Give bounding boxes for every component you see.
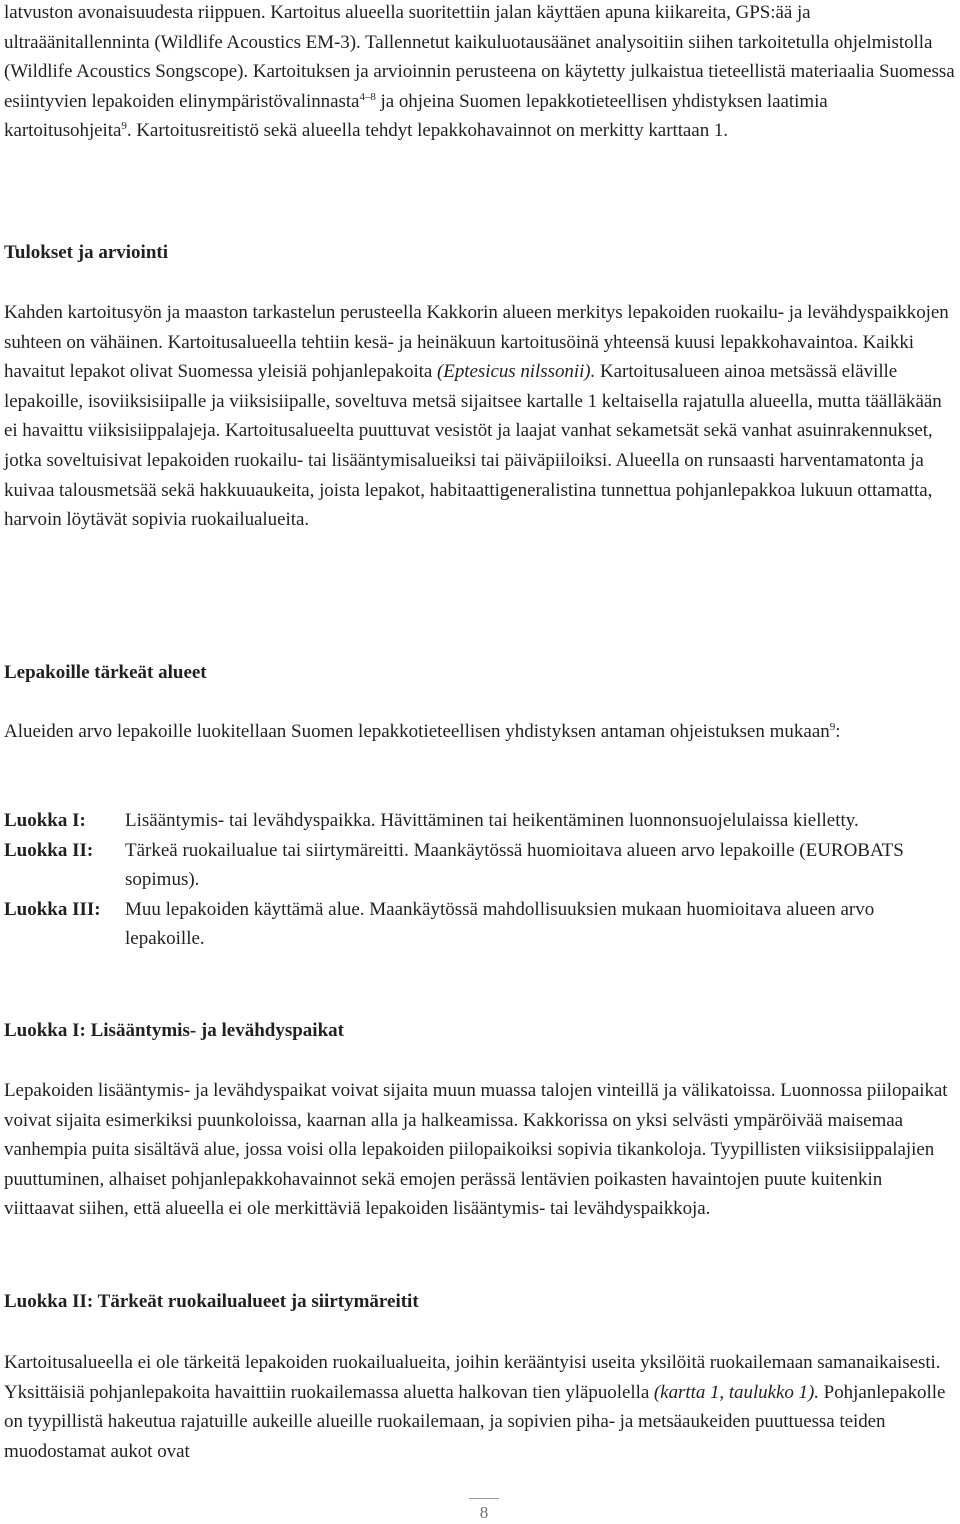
intro-text-2: ja ohjeina Suomen lepakkotieteellisen yhdistyksen laatimia kartoitusohjeita [4, 90, 828, 142]
intro-text-3: . Kartoitusreitistö sekä alueella tehdyt lepakkohavainnot on merkitty karttaan 1. [126, 120, 728, 142]
class-row-2 [4, 836, 956, 895]
class-row-1 [4, 806, 956, 836]
map-reference: (kartta 1, taulukko 1). [653, 1381, 819, 1403]
intro-text-1: latvuston avonaisuudesta riippuen. Kartoitus alueella suoritettiin jalan käyttäen apuna kiikareita, GPS:ää ja ultraäänitallenninta (Wildlife Acoustics EM-3). Tallennetut kaikuluotausäänet analysoitiin siihen tarkoitetulla ohjelmistolla (Wildlife Acoustics Songscope). Kartoituksen ja arvioinnin perusteena on käytetty julkaistua tieteellistä materiaalia Suomessa esiintyvien lepakoiden elinympäristövalinnasta [4, 2, 955, 112]
paragraph-luokka-1: Lepakoiden lisääntymis- ja levähdyspaikat voivat sijaita muun muassa talojen vinteillä ja välikatoissa. Luonnossa piilopaikat voivat sijaita esimerkiksi puunkoloissa, kaarnan alla ja halkeamissa. Kakkorissa on yksi selvästi ympäröivää maisemaa vanhempia puita sisältävä alue, jossa voisi olla lepakoiden piilopaikoiksi sopivia tikankoloja. Tyypillisten viiksisiippalajien puuttuminen, alhaiset pohjanlepakkohavainnot sekä emojen perässä lentävien poikasten havaintojen puute kuitenkin viittaavat siihen, että alueella ei ole merkittäviä lepakoiden lisääntymis- tai levähdyspaikkoja. [4, 1080, 948, 1220]
class-text-2: Tärkeä ruokailualue tai siirtymäreitti. Maankäytössä huomioitava alueen arvo lepakoille (EUROBATS sopimus). [125, 839, 904, 891]
citation-9: 9 [121, 120, 127, 133]
alueiden-text: Alueiden arvo lepakoille luokitellaan Suomen lepakkotieteellisen yhdistyksen antaman ohjeistuksen mukaan [4, 721, 830, 742]
heading-luokka-1: Luokka I: Lisääntymis- ja levähdyspaikat [4, 1020, 344, 1041]
tulokset-text-1: Kahden kartoitusyön ja maaston tarkastelun perusteella Kakkorin alueen merkitys lepakoiden ruokailu- ja levähdyspaikkojen suhteen on vähäinen. Kartoitusalueella tehtiin kesä- ja heinäkuun kartoitusöinä yhteensä kuusi lepakkohavaintoa. Kaikki havaitut lepakot olivat Suomessa yleisiä pohjanlepakoita [4, 302, 949, 383]
species-name: (Eptesicus nilssonii). [437, 361, 596, 383]
paragraph-luokka-2 [4, 1348, 956, 1466]
footer-divider [469, 1498, 499, 1499]
tulokset-text-2: Kartoitusalueen ainoa metsässä eläville lepakoille, isoviiksisiipalle ja viiksisiipalle, soveltuva metsä sijaitsee kartalle 1 keltaisella rajatulla alueella, mutta täälläkään ei havaittu viiksisiippalajeja. Kartoitusalueelta puuttuvat vesistöt ja laajat vanhat sekametsät sekä vanhat asuinrakennukset, jotka soveltuisivat lepakoiden ruokailu- tai lisääntymisalueiksi tai päiväpiiloiksi. Alueella on runsaasti harventamatonta ja kuivaa talousmetsää sekä hakkuuaukeita, joista lepakot, habitaattigeneralistina tunnettua pohjanlepakkoa lukuun ottamatta, harvoin löytävät sopivia ruokailualueita. [4, 361, 942, 531]
paragraph-tulokset [4, 298, 956, 535]
heading-tulokset: Tulokset ja arviointi [4, 242, 168, 263]
class-list [4, 806, 956, 954]
intro-paragraph [4, 0, 956, 146]
luokka2-text-2: Pohjanlepakolle on tyypillistä hakeutua rajatuille aukeille alueille ruokailemaan, ja sopivien piha- ja metsäaukeiden puuttuessa teiden muodostamat aukot ovat [4, 1381, 946, 1462]
page-number: 8 [479, 1503, 489, 1522]
heading-lepakoille: Lepakoille tärkeät alueet [4, 662, 207, 683]
paragraph-alueiden [4, 717, 956, 747]
heading-luokka-2: Luokka II: Tärkeät ruokailualueet ja siirtymäreitit [4, 1291, 419, 1312]
alueiden-suffix: : [835, 721, 841, 742]
class-label-1: Luokka I: [4, 810, 86, 831]
class-text-3: Muu lepakoiden käyttämä alue. Maankäytössä mahdollisuuksien mukaan huomioitava alueen arvo lepakoille. [125, 898, 875, 950]
class-label-2: Luokka II: [4, 839, 94, 861]
luokka2-text-1: Kartoitusalueella ei ole tärkeitä lepakoiden ruokailualueita, joihin kerääntyisi useita yksilöitä ruokailemaan samanaikaisesti. Yksittäisiä pohjanlepakoita havaittiin ruokailemassa aluetta halkovan tien yläpuolella [4, 1352, 941, 1403]
class-text-1: Lisääntymis- tai levähdyspaikka. Hävittäminen tai heikentäminen luonnonsuojelulaissa kielletty. [125, 810, 859, 831]
class-row-3 [4, 895, 956, 954]
citation-9-b: 9 [829, 721, 836, 733]
citation-4-8: 4–8 [359, 90, 376, 103]
class-label-3: Luokka III: [4, 898, 101, 920]
